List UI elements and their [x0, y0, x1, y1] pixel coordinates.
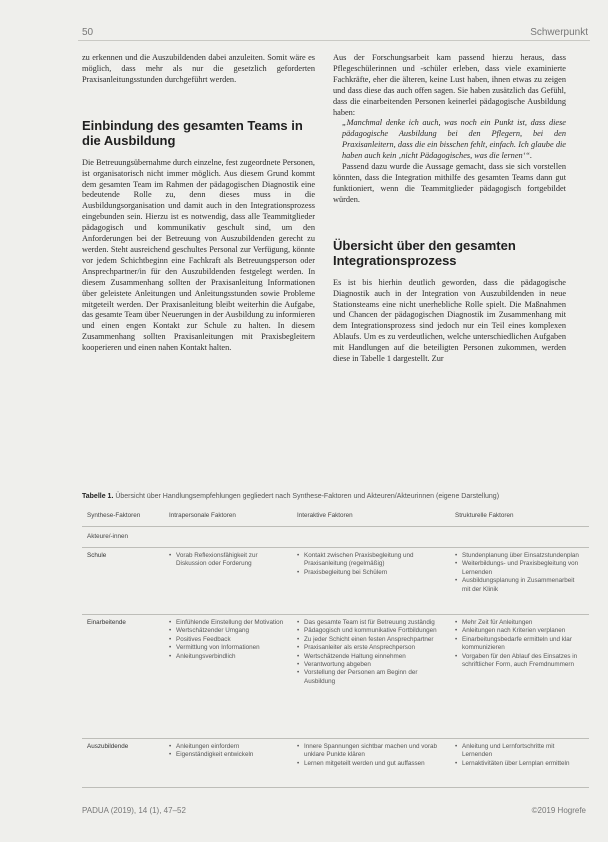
table-cell-structural	[450, 548, 589, 615]
table-row	[82, 615, 589, 739]
list-item: • Vorab Reflexionsfähigkeit zur Diskussion oder Forderung	[176, 552, 287, 569]
list-item: • Mehr Zeit für Anleitungen	[462, 619, 584, 627]
table-caption	[82, 493, 592, 500]
list-item: • Eigenständigkeit entwickeln	[176, 751, 287, 759]
list-item: • Weiterbildungs- und Praxisbegleitung von Lernenden	[462, 560, 584, 577]
team-paragraph: Passend dazu wurde die Aussage gemacht, dass sie sich vorstellen könnten, dass die Integration mithilfe des gesamten Teams dann gut funktioniert, wenn die Teammitglieder pädagogisch fortgebildet würden.	[333, 162, 566, 204]
bullet-list	[455, 619, 584, 669]
list-item: • Positives Feedback	[176, 636, 287, 644]
table-caption-label: Tabelle 1.	[82, 493, 114, 500]
header-structural: Strukturelle Faktoren	[450, 506, 589, 527]
list-item: • Anleitung und Lernfortschritte mit Lernenden	[462, 743, 584, 760]
list-item: • Anleitungen nach Kriterien verplanen	[462, 627, 584, 635]
header-synthese: Synthese-Faktoren	[82, 506, 164, 527]
interview-quote: „Manchmal denke ich auch, was noch ein Punkt ist, dass diese pädagogische Ausbildung bei den Pflegern, bei den Praxisanleitern, dass die ein bisschen fehlt, einfach. Ich glaube die haben auch kein ‚nicht Pädagogisches, was die lernen‘“.	[342, 118, 566, 161]
body-paragraph: Die Betreuungsübernahme durch einzelne, fest zugeordnete Personen, ist organisatorisch nicht immer möglich. Aus diesem Grund kommt dem gesamten Team im Rahmen der pädagogischen Diagnostik eine bedeutende Rolle zu, denn dieses muss in die Ausbildungsorganisation und damit auch in den Integrationsprozess eingebunden sein. Hierzu ist es notwendig, dass alle Teammitglieder pädagogisch und kommunikativ geschult sind, um den Anforderungen bei der Betreuung von Auszubildenden gerecht zu werden. Steht ausreichend geschultes Personal zur Verfügung, könnte vor jedem Schichtbeginn eine Fachkraft als Betreuungsperson oder Ansprechpartner/in für den Auszubildenden festgelegt werden. In diesem Zusammenhang sollten der Praxisanleitung Informationen über geleistete Anleitungen und Anleitungsstunden sowie Probleme mitgeteilt werden. Der Praxisanleitung bleibt weiterhin die Aufgabe, das gesamte Team über Neuerungen in der Ausbildung zu informieren und einen engen Kontakt zur Schule zu halten. In diesem Zusammenhang sollten Praxisanleitungen mit Praxisbegleitern kooperieren und einen nahen Kontakt halten.	[82, 157, 315, 353]
table-row	[82, 548, 589, 615]
list-item: • Einfühlende Einstellung der Motivation	[176, 619, 287, 627]
table-cell-actor: Schule	[82, 548, 164, 615]
bullet-list	[455, 743, 584, 768]
table-cell-interactive	[292, 739, 450, 788]
right-column	[333, 53, 566, 365]
list-item: • Einarbeitungsbedarfe ermitteln und klar kommunizieren	[462, 636, 584, 653]
list-item: • Kontakt zwischen Praxisbegleitung und Praxisanleitung (regelmäßig)	[304, 552, 445, 569]
list-item: • Verantwortung abgeben	[304, 661, 445, 669]
list-item: • Stundenplanung über Einsatzstundenplan	[462, 552, 584, 560]
table-cell-actor: Auszubildende	[82, 739, 164, 788]
research-paragraph: Aus der Forschungsarbeit kam passend hierzu heraus, dass Pflegeschülerinnen und -schüler erleben, dass viele examinierte Fachkräfte, eher die älteren, keine Lust haben, ihnen etwas zu zeigen und dass diese das auch offen sagen. Sie haben zusätzlich das Gefühl, dass die einarbeitenden Personen keinerlei pädagogische Ausbildung haben:	[333, 53, 566, 117]
table-cell-structural	[450, 615, 589, 739]
bullet-list	[297, 619, 445, 686]
intro-paragraph: zu erkennen und die Auszubildenden dabei anzuleiten. Somit wäre es möglich, dass mehr als nur die gesetzlich geforderten Praxisanleitungsstunden durchgeführt werden.	[82, 53, 315, 84]
list-item: • Anleitungen einfordern	[176, 743, 287, 751]
bullet-list	[455, 552, 584, 594]
footer-copyright: ©2019 Hogrefe	[531, 806, 586, 815]
table-row	[82, 739, 589, 788]
table-cell-actor: Einarbeitende	[82, 615, 164, 739]
list-item: • Lernaktivitäten über Lernplan ermitteln	[462, 760, 584, 768]
list-item: • Vorstellung der Personen am Beginn der Ausbildung	[304, 669, 445, 686]
list-item: • Praxisbegleitung bei Schülern	[304, 569, 445, 577]
table-subheader-row	[82, 527, 589, 548]
list-item: • Ausbildungsplanung in Zusammenarbeit mit der Klinik	[462, 577, 584, 594]
bullet-list	[169, 552, 287, 569]
table-body	[82, 548, 589, 788]
bullet-list	[297, 552, 445, 577]
list-item: • Pädagogisch und kommunikative Fortbildungen	[304, 627, 445, 635]
bullet-list	[169, 743, 287, 760]
table-caption-text: Übersicht über Handlungsempfehlungen gegliedert nach Synthese-Faktoren und Akteuren/Akteurinnen (eigene Darstellung)	[115, 493, 500, 500]
bullet-list	[297, 743, 445, 768]
list-item: • Wertschätzender Umgang	[176, 627, 287, 635]
table-cell-intrapersonal	[164, 548, 292, 615]
list-item: • Das gesamte Team ist für Betreuung zuständig	[304, 619, 445, 627]
section-heading-overview: Übersicht über den gesamten Integrationsprozess	[333, 237, 516, 268]
left-column	[82, 53, 315, 354]
list-item: • Praxisanleiter als erste Ansprechperson	[304, 644, 445, 652]
list-item: • Vorgaben für den Ablauf des Einsatzes in schriftlicher Form, auch Fremdnummern	[462, 653, 584, 670]
list-item: • Wertschätzende Haltung einnehmen	[304, 653, 445, 661]
table-cell-structural	[450, 739, 589, 788]
bullet-list	[169, 619, 287, 661]
table-cell-interactive	[292, 615, 450, 739]
overview-paragraph: Es ist bis hierhin deutlich geworden, dass die pädagogische Diagnostik auch in der Integration von Auszubildenden in neue Stationsteams eine nicht unerhebliche Rolle spielt. Die Maßnahmen und Chancen der pädagogischen Diagnostik im Zusammenhang mit dem Integrationsprozess sind jedoch nur ein Teil eines komplexen Ablaufs. Um es zu verdeutlichen, welche unterschiedlichen Aufgaben mit Handlungen auf die beteiligten Personen zukommen, werden diese in Tabelle 1 dargestellt. Zur	[333, 277, 566, 364]
section-label: Schwerpunkt	[530, 27, 588, 38]
list-item: • Vermittlung von Informationen	[176, 644, 287, 652]
section-heading-team: Einbindung des gesamten Teams in die Ausbildung	[82, 117, 303, 148]
list-item: • Anleitungsverbindlich	[176, 653, 287, 661]
list-item: • Zu jeder Schicht einen festen Ansprechpartner	[304, 636, 445, 644]
page-number: 50	[82, 27, 94, 38]
footer-citation: PADUA (2019), 14 (1), 47–52	[82, 806, 186, 815]
list-item: • Lernen mitgeteilt werden und gut auffassen	[304, 760, 445, 768]
recommendations-table	[82, 506, 589, 788]
header-rule	[78, 40, 590, 41]
header-actors: Akteure/-innen	[82, 527, 164, 548]
table-cell-interactive	[292, 548, 450, 615]
header-interactive: Interaktive Faktoren	[292, 506, 450, 527]
table-cell-intrapersonal	[164, 615, 292, 739]
list-item: • Innere Spannungen sichtbar machen und vorab unklare Punkte klären	[304, 743, 445, 760]
header-intrapersonal: Intrapersonale Faktoren	[164, 506, 292, 527]
table-cell-intrapersonal	[164, 739, 292, 788]
table-header-row	[82, 506, 589, 527]
